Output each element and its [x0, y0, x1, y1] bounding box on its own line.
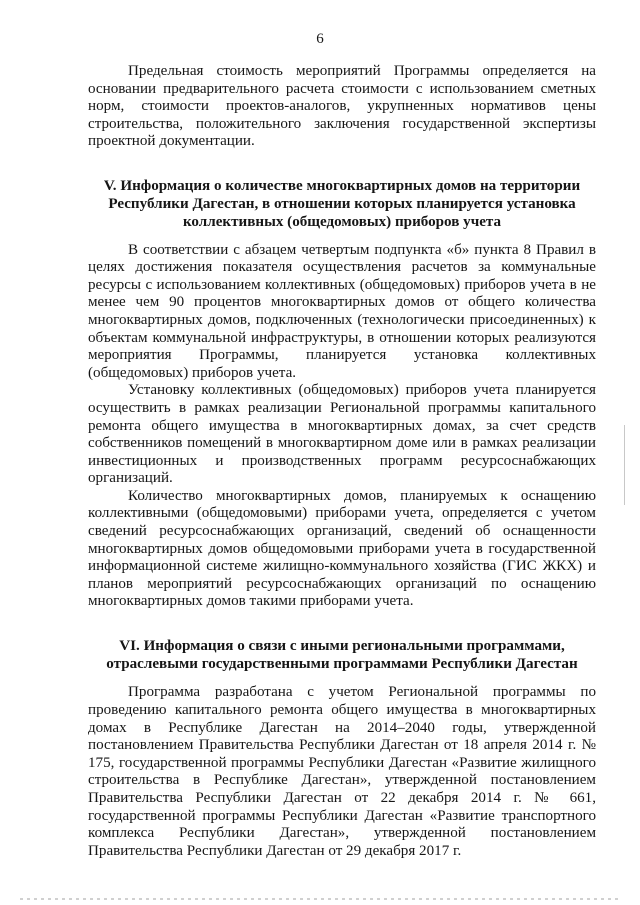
scan-bottom-artifact — [20, 898, 620, 900]
section-6-heading: VI. Информация о связи с иными региональными программами, отраслевыми государственными программами Республики Дагестан — [106, 638, 578, 673]
section-5-paragraph-2: Установку коллективных (общедомовых) приборов учета планируется осуществить в рамках реализации Региональной программы капитального ремонта общего имущества в многоквартирных домах, за счет средств собственников помещений в многоквартирном доме или в рамках реализации инвестиционных и производственных программ ресурсоснабжающих организаций. — [88, 382, 596, 487]
scan-edge-mark — [624, 425, 625, 505]
section-5-paragraph-1: В соответствии с абзацем четвертым подпункта «б» пункта 8 Правил в целях достижения показателя осуществления расчетов за коммунальные ресурсы с использованием коллективных (общедомовых) приборов учета в не менее чем 90 процентов многоквартирных домов от общего количества многоквартирных домов, подключенных (технологически присоединенных) к объектам коммунальной инфраструктуры, в отношении которых реализуются мероприятия Программы, планируется установка коллективных (общедомовых) приборов учета. — [88, 241, 596, 381]
section-5-paragraph-3: Количество многоквартирных домов, планируемых к оснащению коллективными (общедомовыми) приборами учета, определяется с учетом сведений ресурсоснабжающих организаций, сведений об оснащенности многоквартирных домов общедомовыми приборами учета в государственной информационной системе жилищно-коммунального хозяйства (ГИС ЖКХ) и планов мероприятий ресурсоснабжающих организаций по оснащению многоквартирных домов такими приборами учета. — [88, 487, 596, 610]
section-5-heading: V. Информация о количестве многоквартирных домов на территории Республики Дагестан, в отношении которых планируется установка коллективных (общедомовых) приборов учета — [103, 177, 581, 231]
page-content — [88, 63, 596, 860]
page-number: 6 — [316, 31, 324, 47]
section-6-paragraph-1: Программа разработана с учетом Региональной программы по проведению капитального ремонта общего имущества в многоквартирных домах в Республике Дагестан на 2014–2040 годы, утвержденной постановлением Правительства Республики Дагестан от 18 апреля 2014 г. № 175, государственной программы Республики Дагестан «Развитие жилищного строительства в Республике Дагестан», утвержденной постановлением Правительства Республики Дагестан от 22 декабря 2014 г. № 661, государственной программы Республики Дагестан «Развитие транспортного комплекса Республики Дагестан», утвержденной постановлением Правительства Республики Дагестан от 29 декабря 2017 г. — [88, 684, 596, 859]
intro-paragraph: Предельная стоимость мероприятий Программы определяется на основании предварительного расчета стоимости с использованием сметных норм, стоимости проектов-аналогов, укрупненных нормативов цены строительства, положительного заключения государственной экспертизы проектной документации. — [88, 63, 596, 150]
